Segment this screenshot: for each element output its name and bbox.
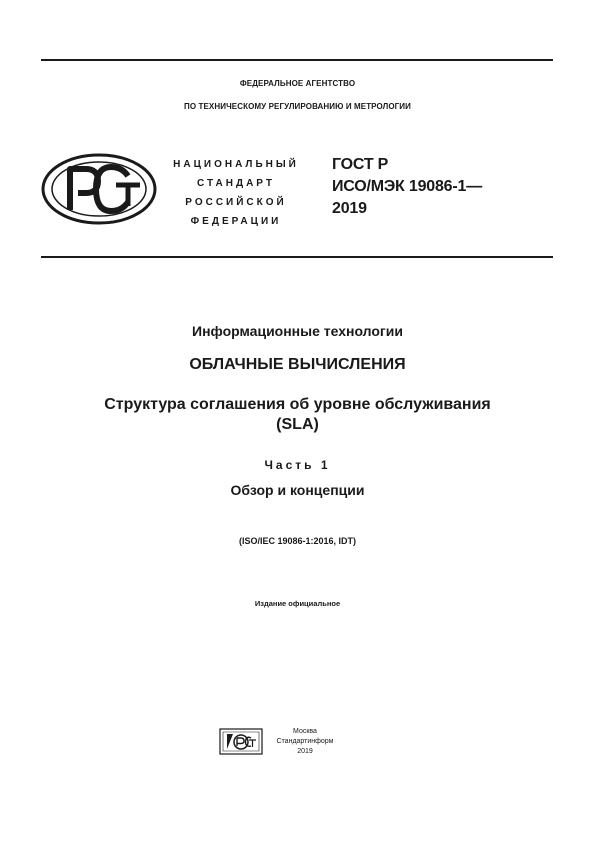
standard-designation xyxy=(332,154,482,220)
edition-note: Издание официальное xyxy=(254,599,341,608)
standartinform-logo-icon xyxy=(219,728,263,755)
agency-line-1: ФЕДЕРАЛЬНОЕ АГЕНТСТВО xyxy=(239,79,356,88)
top-rule xyxy=(41,59,553,61)
agency-line-2: ПО ТЕХНИЧЕСКОМУ РЕГУЛИРОВАНИЮ И МЕТРОЛОГИИ xyxy=(183,102,412,111)
publisher-name: Стандартинформ xyxy=(276,738,334,745)
publisher-block xyxy=(262,727,348,757)
designation-line-2: ИСО/МЭК 19086-1— xyxy=(332,178,482,195)
designation-line-1: ГОСТ Р xyxy=(332,156,389,173)
rst-certification-logo-icon xyxy=(40,152,158,226)
title-structure-line-2: (SLA) xyxy=(276,416,319,433)
publisher-year: 2019 xyxy=(297,748,313,755)
national-standard-block xyxy=(160,155,312,231)
title-main: ОБЛАЧНЫЕ ВЫЧИСЛЕНИЯ xyxy=(189,356,406,373)
national-standard-line-1: НАЦИОНАЛЬНЫЙ xyxy=(173,159,299,170)
designation-line-3: 2019 xyxy=(332,200,367,217)
title-structure xyxy=(0,395,595,435)
national-standard-line-4: ФЕДЕРАЦИИ xyxy=(190,216,282,227)
part-number: Часть 1 xyxy=(264,458,331,472)
national-standard-line-2: СТАНДАРТ xyxy=(197,178,275,189)
middle-rule xyxy=(41,256,553,258)
title-structure-line-1: Структура соглашения об уровне обслуживания xyxy=(104,396,491,413)
title-subject: Информационные технологии xyxy=(192,323,403,339)
part-title: Обзор и концепции xyxy=(230,482,365,498)
national-standard-line-3: РОССИЙСКОЙ xyxy=(185,197,287,208)
publisher-city: Москва xyxy=(293,728,317,735)
iso-reference: (ISO/IEC 19086-1:2016, IDT) xyxy=(238,536,357,546)
